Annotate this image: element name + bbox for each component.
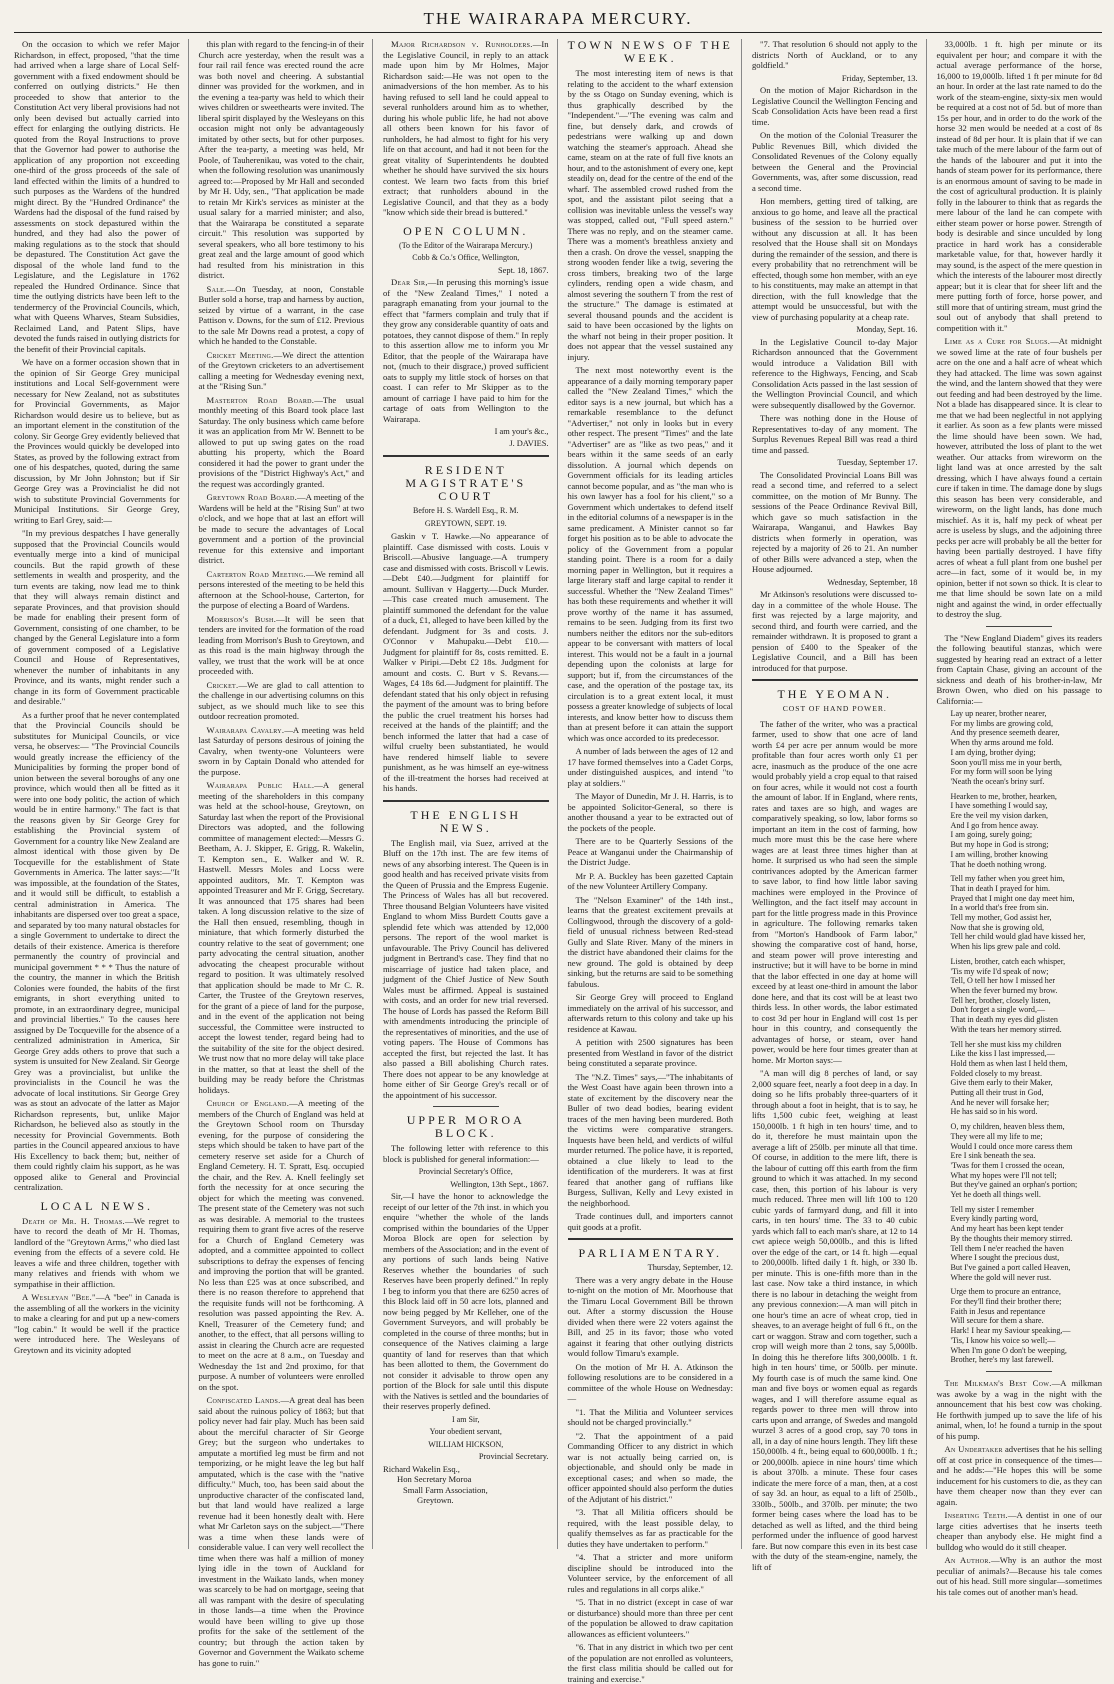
poem-stanza: Hearken to me, brother, hearken, I have something I would say, Ere the veil my vision darken, And I go from hence away. I am going, surely going; But my hope in God is strong; I am willing, brother knowing That he doeth nothing wrong. <box>950 791 1057 869</box>
section-heading-town-news: TOWN NEWS OF THE WEEK. <box>567 38 733 65</box>
section-heading-court: RESIDENT MAGISTRATE'S COURT <box>405 463 527 503</box>
moroa-addressee: Richard Wakelin Esq., <box>383 1463 460 1474</box>
news-item-text: —On Tuesday, at noon, Constable Butler sold a horse, trap and harness by auction, seized by virtue of a warrant, in the case Pattison v. Downs, for the sum of £12. Previous to the sale Mr Downs read a protest, a copy of which he handed to the Constable. <box>198 283 364 346</box>
masthead-rule <box>14 32 1102 33</box>
separator-rule <box>433 1106 499 1107</box>
news-item <box>199 395 365 490</box>
resolution: "3. That all Militia officers should be required, with the least possible delay, to qualify themselves as far as practicable for the duties they have undertaken to perform." <box>567 1507 733 1549</box>
news-item-head: Morrison's Bush. <box>206 613 277 624</box>
double-rule <box>383 455 549 457</box>
news-item <box>199 569 365 611</box>
news-item-head: Church of England. <box>206 1098 290 1108</box>
town-news-item: The next most noteworthy event is the appearance of a daily morning temporary paper called the "New Zealand Times," which the editor says is a new journal, but which has a remarkable resemblance to the defunct "Advertiser," not only in looks but in every other respect. The present "Times" and the late "Advertiser" are as "like as two peas," and it bears within it the same seeds of an early dissolution. A journal which depends on Government officials for its leading articles cannot become popular, and as "the man who is his own lawyer has a fool for his client," so a Government which undertakes to defend itself in the editorial columns of a newspaper is in the same predicament. A Minister cannot so far forget his position as to be able to advocate the policy of the Government from a popular standing point. There is a room for a daily morning paper in Wellington, but it requires a large literary staff and large capital to render it successful. Whether the "New Zealand Times" has both these requirements and whether it will prove worthy of the name it has assumed, remains to be seen. Judging from its first two numbers neither the editors nor the sub-editors appear to be conversant with matters of local interest. This would not be a fault in a journal depending upon the colonists at large for support; but if, from the circumstances of the case, and the operation of the postage tax, its circulation is to a great extent local, it must possess a greater knowledge of subjects of local interests, and know better how to discuss them than at present before it can attain the support which was once accorded to its predecessor. <box>567 365 733 743</box>
court-place-date: GREYTOWN, SEPT. 19. <box>424 518 507 528</box>
news-item-head: Wairarapa Cavalry. <box>206 724 285 735</box>
parliament-date: Wednesday, September, 18 <box>827 577 918 587</box>
news-item <box>199 350 365 392</box>
news-item-head: Greytown Road Board. <box>206 492 298 502</box>
news-item-head: Cricket Meeting. <box>206 349 274 360</box>
section-heading-local-news: LOCAL NEWS. <box>40 1198 154 1213</box>
town-news-item: Trade continues dull, and importers cannot quit goods at a profit. <box>567 1211 733 1232</box>
article-paragraph: As a further proof that he never contemplated that the Provincial Councils should be substitutes for Municipal Councils, or vice versa, he observes:— "The Provincial Councils would greatly increase the efficiency of the Municipalities by forming the proper bond of union between the several boroughs of any one province, which would then all be fitted as it were into one body politic, the action of which would be in entire harmony." The fact is that the reasons given by Sir George Grey for establishing the Provincial system of Government for a country like New Zealand are almost identical with those given by De Tocqueville for the establishment of State Governments in America. The latter says:—"It was impossible, at the foundation of the States, and it would still be difficult, to establish a central administration in America. The inhabitants are dispersed over too great a space, and separated by too many natural obstacles for a single Government to undertake to direct the details of their existence. America is therefore permanently the country of provincial and municipal government * * * Thus the nature of the country, the manner in which the British Colonies were founded, the habits of the first emigrants, in short everything united to promote, in an extraordinary degree, municipal and provincial liberties." To the causes here assigned by De Tocqueville for the absence of a centralized administration in America, Sir George Grey adds others to prove that such a system is unsuited for New Zealand. Sir George Grey was a provincialist, but unlike the provincialists in the Council he was the advocate of local institutions. Sir George Grey was as stout an advocate of the latter as Major Richardson represents, but, unlike Major Richardson, he believed also as stoutly in the necessity for Provincial Governments. Both parties in the Council appeared anxious to have His Excellency to back them; but, neither of them could rightly claim his support, as he was opposed alike to General and Provincial centralization. <box>14 709 180 1192</box>
town-news-item: A number of lads between the ages of 12 and 17 have formed themselves into a Cadet Corps, under distinguished auspices, and intend "to play at soldiers." <box>567 746 733 788</box>
parliament-date: Monday, Sept. 16. <box>856 325 918 334</box>
editor-note: (To the Editor of the Wairarapa Mercury.) <box>399 240 533 250</box>
news-item-text: —A milkman was awoke by a wag in the night with the announcement that his best cow was choking. He forthwith jumped up to save the life of his animal, when, lo! he found a turnip in the spout of his pump. <box>936 1378 1102 1441</box>
yeoman-quote: "A man will dig 8 perches of land, or say 2,000 square feet, nearly a foot deep in a day. In doing so he lifts probably three-quarters of it through about a foot in height, that is to say, he lifts 1,500 cubic feet, weighing at least 150,000lb. 1 ft high in ten hours' time, and to do it, therefore he must maintain upon the average a lift of 250lb. per minute all that time. Of course, in addition to the mere lift, there is the labour of cutting off this earth from the firm ground to which it was attached. In my second case, then, this portion of his labour is very much reduced. Three men will lift 100 to 120 cubic yards of farmyard dung, and fill it into carts, in ten hours' time. The 33 to 40 cubic yards which fall to each man's share, at 12 to 14 cwt apiece weigh 50,000lb., and this is lifted over the edge of the cart, or 14 ft. high —equal to 200,000lb. lifted daily 1 ft. high, or 330 lb. per minute. This is one-fifth more than in the last case. Now take a third instance, in which there is no labour in detaching the weight from any previous connexion:—A man will pitch in one hour's time an acre of wheat crop, tied in sheaves, to an average height of full 6 ft., on the cart or waggon. Straw and corn together, such a crop will weigh more than 2 tons, say 5,000lb. In doing this he therefore lifts 300,000lb. 1 ft. high in ten hours' time, or 500lb. per minute. My fourth case is of much the same kind. One man and five boys or women equal as regards wages, and I will therefore assume equal as regards power to three men will throw into carts upon and arrange, of Swedes and mangold wurzel 3 acres of a good crop, say 70 tons in all, in a day of nine hours length. They lift these 150,000lb. 4 ft., being equal to 600,000lb. 1 ft.; or 200,000lb. apiece in nine hours' time which is about 370lb. a minute. These four cases indicate the mere force of a man, then, at a cost of say 3d. an hour, as equal to a lift of 250lb., 330lb., 500lb., and 370lb. per minute; the two former being cases where the load has to be detached as well as lifted, and the third being performed under the influence of good harvest fare. But now compare this even in its best case with the duty of the steam-engine, namely, the lift of <box>752 1068 918 1572</box>
resolution: "6. That in any district in which two per cent of the population are not enrolled as volunteers, the first class militia should be called out for training and exercise." <box>567 1642 733 1684</box>
news-item-text: —A "bee" in Canada is the assembling of all the workers in the vicinity to make a clearing for and put up a new-comers "log cabin." It would be well if the practice were introduced here. The Wesleyans of Greytown and its vicinity adopted <box>14 1292 180 1355</box>
news-item-text: —We are glad to call attention to the challenge in our advertising columns on this subject, as we should much like to see this outdoor recreation promoted. <box>198 679 364 721</box>
moroa-signatory-title: Provincial Secretary. <box>478 1452 549 1461</box>
news-item-head: Inserting Teeth. <box>944 1510 1008 1520</box>
news-item-head: A Wesleyan "Bee." <box>22 1292 96 1302</box>
poem-stanza: Urge them to procure an entrance, For they'll find their brother there; Faith in Jesus and repentance Will secure for them a share. Hark! I hear my Saviour speaking,— 'Tis, I know his voice so well;— When I'm gone O don't be weeping, Brother, here's my last farewell. <box>950 1287 1071 1365</box>
moroa-addressee: Hon Secretary Moroa <box>397 1474 472 1484</box>
news-item-text: —A meeting of the members of the Church of England was held at the Greytown School room on Thursday evening, for the purpose of considering the steps which should be taken to have part of the cemetery reserve set aside for a Church of England Cemetery. H. T. Spratt, Esq. occupied the chair, and the Rev. A. Knell feelingly set forth the necessity for at once securing the object for which the meeting was convened. The present state of the Cemetery was not such as was desirable. A memorial to the trustees requiring them to grant five acres of the reserve for a Church of England Cemetery was adopted, and a committee appointed to collect subscriptions to defray the expenses of fencing and improving the portion that will be granted. No less than £25 was at once subscribed, and there is no reason therefore to apprehend that the requisite funds will not be forthcoming. A resolution was passed appointing the Rev. A. Knell, Treasurer of the Cemetery fund; and another, to the effect, that all persons willing to assist in clearing the Church acre are requested to meet on the acre at 8 a.m., on Tuesday and Wednesday the 1st and 2nd proximo, for that purpose. A number of volunteers were enrolled on the spot. <box>198 1098 364 1392</box>
town-news-item: A petition with 2500 signatures has been presented from Westland in favor of the district being constituted a separate province. <box>567 1037 733 1068</box>
article-paragraph: On the occasion to which we refer Major Richardson, in effect, proposed, "that the time had arrived when a large share of Local Self-government with a fixed endowment should be conferred on outlying districts." He then proceeded to show that anterior to the Constitution Act very liberal provisions had not only been devised but actually carried into effect for enlarging the outlying districts. He quoted from the Royal Instructions to prove that the Governor had power to authorise the application of any proportion not exceeding one-third of the gross proceeds of the sale of land effected within the limits of a hundred to such purposes as the Wardens of the hundred might direct. By the "Hundred Ordinance" the Wardens had the disposal of the fund raised by assessments on stock depastured within the hundred, and they had also the power of making regulations as to the stock that should be depastured. The Constitution Act gave the disposal of the whole land fund to the Legislature, and the Legislature in 1762 repealed the Hundred Ordinance. Since that time the outlying districts have been left to the tendermercy of the Provincial Councils, which, what with Queens Wharves, Steam Subsidies, Reclaimed Land, and Patent Slips, have devoted the funds raised in outlying districts for the benefit of their Provincial capitals. <box>14 39 180 354</box>
news-item-text: —A meeting was held last Saturday of persons desirous of joining the Cavalry, when twenty-one Volunteers were sworn in by Captain Donald who attended for the purpose. <box>198 724 364 777</box>
parliament-item: There was a very angry debate in the House to-night on the motion of Mr. Moorhouse that the Timaru Local Government Bill be thrown out. After a stormy discussion the House divided when there were 22 voters against the Bill, and 25 in its favor; those who voted against it fearing that other outlying districts would follow Timaru's example. <box>567 1274 733 1358</box>
parliament-item: On the motion of the Colonial Treasurer the Public Revenues Bill, which divided the Consolidated Revenues of the Colony equally between the General and the Provincial Governments, was, after some discussion, read a second time. <box>752 130 918 193</box>
news-item-text: —It will be seen that tenders are invited for the formation of the road leading from Morrison's Bush to Greytown, and as this road is the main highway through the valley, we trust that the work will be at once proceeded with. <box>198 613 364 676</box>
news-item <box>937 1555 1103 1597</box>
column-2 <box>198 39 374 1668</box>
resolution: "1. That the Militia and Volunteer services should not be charged provincially." <box>567 1406 733 1427</box>
column-3 <box>383 39 558 1549</box>
news-item-head: Lime as a Cure for Slugs. <box>944 336 1051 346</box>
news-item-head: Wairarapa Public Hall. <box>206 780 315 790</box>
moroa-date: Wellington, 13th Sept., 1867. <box>450 1179 549 1189</box>
resolution: "5. That in no district (except in case of war or disturbance) should more than three per cent of the population be allowed to draw capitation allowances as efficient volunteers." <box>567 1597 733 1639</box>
poem-stanza: Lay up nearer, brother nearer, For my limbs are growing cold, And thy presence seemeth dearer, When thy arms around me fold. I am dying, brother dying; Soon you'll miss me in your berth, For my form will soon be lying 'Neath the ocean's briny surf. <box>950 709 1062 786</box>
news-item <box>937 1510 1103 1552</box>
parliament-date: Thursday, September, 12. <box>647 1263 733 1272</box>
news-item-text: —A meeting of the Wardens will be held at the "Rising Sun" at two o'clock, and we hope that at last an effort will be made to secure the advantages of Local government and a portion of the provincial revenue for this extensive and important district. <box>198 492 364 565</box>
yeoman-text: The father of the writer, who was a practical farmer, used to show that one acre of land worth £4 per acre per annum would be more profitable than four acres worth only £1 per acre, inasmuch as the produce of the one acre would probably yield a crop equal to that raised on four acres, while it would not cost a fourth the amount of labor. If in England, where rents, rates and taxes are so high, and wages are comparatively speaking, so low, labor forms so important an item in the cost of farming, how much more must this be the case here where wages are at least three times higher than at home. It surprised us who had seen the simple contrivances adopted by the American farmer to save labor, to find how little labor saving machines were employed in the Province of Wellington, and the fact itself may account in part for the little progress made in this Province in agriculture. The following remarks taken from "Morton's Handbook of Farm labor," showing the comparative cost of hand, horse, and steam power will prove interesting and instructive; but it will have to be borne in mind that the labor effected in one day at home will exceed by at least one-third in amount the labor done here, and that its cost will be at least two thirds less. In other words, the labor estimated to cost 3d per hour in England will cost 1s per hour in this country, and consequently the advantages of horse, or steam, over hand power, would be here four times greater than at home. Mr Morton says:— <box>752 718 918 1065</box>
moroa-close-2: Your obedient servant, <box>429 1427 502 1436</box>
parliament-item: Hon members, getting tired of talking, are anxious to go home, and leave all the practical business of the session to be hurried over without any discussion at all. It has been resolved that the House shall sit on Mondays during the remainder of the session, and there is every probability that no retrenchment will be effected, though some hon member, with an eye to his constituents, may make an attempt in that direction, with the full knowledge that the attempt would be unsuccessful, but with the view of purchasing popularity at a cheap rate. <box>752 196 918 322</box>
masthead: THE WAIRARAPA MERCURY. <box>423 9 693 28</box>
double-rule <box>568 1238 734 1240</box>
news-item-text: —A general meeting of the shareholders in this company was held at the school-house, Greytown, on Saturday last when the report of the Provisional Directors was adopted, and the following committee of management elected:—Messrs G. Beetham, A. J. Skipper, E. Grigg, R. Wakelin, T. Kempton sen., E. Walker and W. R. Hastwell. Messrs Moles and Locss were appointed auditors, Mr. T. Kempton was appointed Treasurer and Mr F. Grigg, Secretary. It was announced that 175 shares had been taken. A long discussion relative to the size of the Hall then ensued, resembling, though in miniature, that which formerly disturbed the country relative to the seat of government; one party advocating the central situation, another advocating the cheapest procurable without regard to position. It was ultimately resolved that application should be made to Mr C. R. Carter, the Trustee of the Greytown reserves, for the grant of a piece of land for the purpose, and in the event of the application not being successful, the Committee were instructed to accept the lowest tender, regard being had to the suitability of the site for the object desired. We trust now that no more delay will take place in the matter, so that at least the shell of the building may be ready before the Christmas holidays. <box>198 780 364 1095</box>
news-item-text: —Why is an author the most peculiar of animals?—Because his tale comes out of his head. Still more singular—sometimes his tale comes out of another man's head. <box>936 1555 1102 1597</box>
double-rule <box>383 800 549 802</box>
parliament-item: In the Legislative Council to-day Major Richardson announced that the Government would introduce a Validation Bill with reference to the Highways, Fencing, and Scab Consolidation Acts passed in the last session of the Wellington Provincial Council, and which were subsequently disallowed by the Governor. <box>752 336 918 410</box>
news-item-head: Major Richardson v. Runholders. <box>391 39 533 49</box>
moroa-office: Provincial Secretary's Office, <box>418 1167 513 1176</box>
section-heading-yeoman: THE YEOMAN. <box>777 687 893 701</box>
news-item-head: An Author. <box>944 1555 992 1565</box>
letter-salutation: Dear Sir, <box>391 277 428 287</box>
poem-stanza: Tell her she must kiss my children Like the kiss I last impressed,— Hold them as when last I held them, Folded closely to my breast. Give them early to their Maker, Putting all their trust in God, And he never will forsake her; He has said so in his word. <box>950 1039 1068 1117</box>
double-rule <box>752 679 918 681</box>
parliament-item: On the motion of Mr H. A. Atkinson the following resolutions are to be considered in a committee of the whole House on Wednesday:— <box>567 1361 733 1403</box>
news-item <box>199 725 365 778</box>
town-news-item: Sir George Grey will proceed to England immediately on the arrival of his successor, and afterwards return to this colony and take up his residence at Kawau. <box>567 992 733 1034</box>
moroa-letter: Sir,—I have the honor to acknowledge the receipt of our letter of the 7th inst. in which you enquire "whether the whole of the lands comprised within the boundaries of the Upper Moroa Block are open for selection by members of the Association; and in the event of any portions of such lands being Native Reserves whether the boundaries of such Reserves have been properly defined." In reply I beg to inform you that there are 6250 acres of this Block laid off in 50 acre lots, planned and now being pegged by Mr Kelleher, one of the Government Surveyors, and will probably be completed in the course of three months; but in consequence of the Natives claiming a large quantity of land for reserves than that which has been allotted to them, the Government do not consider it advisable to throw open any portion of the Block for sale until this dispute with the Natives is settled and the boundaries of their reserves properly defined. <box>383 1191 549 1411</box>
news-item-text: —We direct the attention of the Greytown cricketers to an advertisement calling a meeting for Wednesday evening next, at the "Rising Sun." <box>198 349 364 391</box>
letter-close: I am your's &c., <box>494 427 549 436</box>
letter-place: Cobb & Co.'s Office, Wellington, <box>412 253 520 262</box>
parliament-item: The Consolidated Provincial Loans Bill was read a second time, and referred to a select committee, on the motion of Mr Bunny. The sessions of the Peace Ordinance Revival Bill, which gave so much satisfaction in the Wairarapa, Wanganui, and Hawkes Bay districts when formerly in operation, was rejected by a majority of 26 to 21. An number of other Bills were advanced a step, when the House adjourned. <box>752 469 918 574</box>
moroa-close: I am Sir, <box>452 1414 480 1424</box>
town-news-item: The Mayor of Dunedin, Mr J. H. Harris, is to be appointed Solicitor-General, so there is another thousand a year to be extracted out of the pockets of the people. <box>567 791 733 833</box>
poem-stanza: O, my children, heaven bless them, They were all my life to me; Would I could once more caress them Ere I sink beneath the sea. 'Twas for them I crossed the ocean, What my hopes were I'll not tell; But they've gained an orphan's portion; Yet he doeth all things well. <box>950 1122 1078 1200</box>
news-item-head: Sale. <box>206 283 227 294</box>
news-item <box>199 680 365 722</box>
moroa-addressee: Greytown. <box>417 1495 454 1505</box>
news-item <box>199 284 365 347</box>
separator-rule <box>986 1371 1052 1372</box>
parliament-date: Friday, September, 13. <box>841 73 918 83</box>
news-item-text: —A great deal has been said about the ruinous policy of 1863; but that policy never had fair play. Much has been said about the merciful character of Sir George Grey; but the surgeon who undertakes to amputate a mortified leg must be firm and not temporizing, or he might leave the leg but half amputated, which is the case with the "native difficulty." Much, too, has been said about the unproductive character of the confiscated land, but that land would have realized a large revenue had it been honestly dealt with. Here what Mr Carleton says on the subject.—"There was a time when these lands were of considerable value. I can very well recollect the time when there was half a million of money lying idle in the town of Auckland for investment in the Waikato lands, when money was scarcely to be had on mortgage, seeing that all was rampant with the desire of speculating in those lands—a time when the Province would have been willing to give up those profits for the sake of the settlement of the country; but through the action taken by Governor and Government the Waikato scheme has gone to ruin." <box>198 1395 364 1668</box>
news-item <box>937 1378 1103 1441</box>
moroa-addressee: Small Farm Association, <box>403 1484 488 1495</box>
news-item-head: Confiscated Lands. <box>206 1395 281 1405</box>
letter-signature: J. DAVIES. <box>509 438 549 448</box>
column-5 <box>752 39 927 1572</box>
news-item-head: Masterton Road Board. <box>206 394 315 405</box>
news-item-text: this plan with regard to the fencing-in of their Church acre yesterday, when the result was a four rail rail fence was erected round the acre was both novel and cheering. A substantial dinner was provided for the workmen, and in the evening a tea-party was held to which their wives children or sweethearts were invited. The liberal spirit displayed by the Wesleyans on this occasion might not only be advantageously imitated by other sects, but for other purposes. After the tea-party, a meeting was held, Mr Poole, of Tauherenikau, was voted to the chair, when the following resolution was unanimously agreed to:—Proposed by Mr Hall and seconded by Mr H. Udy, sen., "That application be made to retain Mr Kirk's services as minister at the usual salary for a married minister; and also, that the Wairarapa be constituted a separate circuit." This resolution was supported by several speakers, who all bore testimony to his great zeal and the large amount of good which had resulted from his ministration in this district. <box>198 39 364 280</box>
column-1 <box>14 39 189 1549</box>
separator-rule <box>986 626 1052 627</box>
news-item-head: The Milkman's Best Cow. <box>944 1378 1052 1388</box>
news-item <box>14 1292 180 1355</box>
poem-stanza: Tell my sister I remember Every kindly parting word, And my heart has been kept tender By the thoughts their memory stirred. Tell them I ne'er reached the haven Where I sought the precious dust, But I've gained a port called Heaven, Where the gold will never rust. <box>950 1204 1073 1282</box>
news-item-text: —We regret to have to record the death of Mr H. Thomas, landlord of the "Greytown Arms," who died last evening from the effects of a severe cold. He leaves a wife and three children, together with many relatives and friends with whom we sympathise in their affliction. <box>14 1215 180 1289</box>
parliament-item: There was nothing done in the House of Representatives to-day of any moment. The Surplus Revenues Repeal Bill was read a third time and passed. <box>752 413 918 455</box>
column-4 <box>567 38 743 1684</box>
town-news-item: The "N.Z. Times" says,—"The inhabitants of the West Coast have again been thrown into a state of excitement by the discovery near the Buller of two dead bodies, bearing evident traces of the men having been murdered. Both the victims were comparative strangers. Inquests have been held, and verdicts of wilful murder returned. The police have, it is reported, obtained a clue likely to lead to the identification of the murderers. It was at first feared that another gang of ruffians like Burgess, Sullivan, Kelly and Levy existed in the neighborhood. <box>567 1071 733 1208</box>
column-6 <box>936 39 1103 1597</box>
town-news-item: The most interesting item of news is that relating to the accident to the wharf extension by the ss Otago on Sunday evening, which is thus graphically described by the "Independent."—"The evening was calm and fine, but densely dark, and crowds of pedestrians were walking up and down watching the steamer's approach. Ahead she came, steam on at the rate of full five knots an hour, and to the astonishment of every one, kept steadily on, dead for the centre of the end of the wharf. The assembled crowd rushed from the spot, and the assistant pilot seeing that a collision was inevitable unless the vessel's way was stopped, called out, "Full speed astern." There was no reply, and on the steamer came. There was a moment's breathless anxiety and then a crash. On drove the vessel, snapping the strong wooden fender like a twig, severing the cross timbers, breaking two of the large cylinders, rending open a wide chasm, and almost severing the southern T from the rest of the structure." The damage is estimated at several thousand pounds and the accident is said to have been occasioned by the lights on the wharf not being in their proper position. It does not appear that the vessel sustained any injury. <box>567 68 733 362</box>
news-item-text: —In the Legislative Council, in reply to an attack made upon him by Mr Holmes, Major Richardson said:—He was not open to the animadversions of the hon member. As to his having refused to sell land he could appeal to several runholders around him as to whether, during his whole public life, he had not above all others been known for his favor of runholders, he had almost to fight for his very life on that account, and had it not been for the great vitality of Superintendents he doubted whether he should have survived the six hours contest. We learn two facts from this brief extract; that runholders abound in the Legislative Council, and that they as a body "know which side their bread is buttered." <box>383 39 549 217</box>
parliament-item: Mr Atkinson's resolutions were discussed to-day in a committee of the whole House. The first was rejected by a large majority, and second third, and fourth were carried, and the remainder withdrawn. It is proposed to grant a pension of £400 to the Speaker of the Legislative Council, and a Bill has been introduced for that purpose. <box>752 589 918 673</box>
town-news-item: Mr P. A. Buckley has been gazetted Captain of the new Volunteer Artillery Company. <box>567 870 733 891</box>
letter-text: —In perusing this morning's issue of the "New Zealand Times," I noted a paragraph emanating from your journal to the effect that "farmers complain and truly that if they grow any considerable quantity of oats and potatoes, they cannot dispose of them." In reply to this assertion allow me to inform you Mr Editor, that the people of the Wairarapa have not, (much to their disgrace,) proved sufficient oats to supply my little stock of horses on that coast. I can refer to Mr Skipper as to the amount of carriage I have paid to him for the cartage of oats from Wellington to the Wairarapa. <box>383 277 549 424</box>
news-item-text: —We remind all persons interested of the meeting to be held this afternoon at the School-house, Carterton, for the purpose of electing a Board of Wardens. <box>198 568 364 610</box>
news-item-head: Cricket. <box>206 679 239 690</box>
section-heading-english-news: THE ENGLISH NEWS. <box>410 807 522 835</box>
resolution: "2. That the appointment of a paid Commanding Officer to any district in which war is not actually being carried on, is objectionable, and should only be made in exceptional cases; and when so made, the officer appointed should also perform the duties of the Adjutant of his district." <box>567 1430 733 1504</box>
moroa-intro: The following letter with reference to this block is published for general information:— <box>383 1143 549 1164</box>
news-item <box>199 614 365 677</box>
parliament-item: On the motion of Major Richardson in the Legislative Council the Wellington Fencing and Scab Consolidation Acts have been read a first time. <box>752 85 918 127</box>
town-news-item: The "Nelson Examiner" of the 14th inst., learns that the greatest excitement prevails at Collingwood, through the discovery of a gold-field of unusual richness between Red-stead Gully and Slate River. Many of the miners in the district have abandoned their claims for the new ground. The gold is obtained by deep sinking, but the returns are said to be something fabulous. <box>567 894 733 989</box>
yeoman-quote-continued: 33,000lb. 1 ft. high per minute or its equivalent per hour; and compare it with the actual average performance of the horse, 16,000 to 19,000lb. lifted 1 ft per minute for 8d an hour. In order at the last rate named to do the work of the steam-engine, sixty-six men would be required at a cost not of 5d. but of more than 15s per hour, and in order to do the work of the horse 32 men would be needed at a cost of 8s instead of 8d per hour. It is plain that if we can take much of the mere labour of the farm out of the hands of the labourer and put it into the hands of steam power for its performance, there is an enormous amount of saving to be made in the cost of agricultural production. It is plainly folly in the labourer to think that as regards the mere labour of the land he can compete with either steam power or horse power. Strength of body is desirable and since unculded by long practice in hard work has a considerable marketable value, for that, however hardly it may sound, is the aspect of the mere question in which the interests of the labourer most directly appear; but it is clear that for sheer lift and the mere putting forth of force, horse power, and still more that of untiring stream, must grind the soul out of anybody that shall pretend to competition with it." <box>936 39 1102 333</box>
news-item <box>14 1216 180 1290</box>
town-news-item: There are to be Quarterly Sessions of the Peace at Wanganui under the Chairmanship of the District Judge. <box>567 836 733 867</box>
news-item <box>937 1444 1103 1507</box>
news-item <box>383 39 549 218</box>
letter-date: Sept. 18, 1867. <box>498 265 549 275</box>
resolution: "4. That a stricter and more uniform discipline should be introduced into the Volunteer service, by the enforcement of all rules and regulations in all corps alike." <box>567 1552 733 1594</box>
poem-stanza: Tell my father when you greet him, That in death I prayed for him. Prayed that I might one day meet him, In a world that's free from sin. Tell my mother, God assist her, Now that she is growing old, Tell her child would glad have kissed her, When his lips grew pale and cold. <box>950 874 1086 952</box>
news-item <box>937 336 1103 620</box>
section-heading-upper-moroa: UPPER MOROA BLOCK. <box>406 1113 525 1140</box>
court-magistrate: Before H. S. Wardell Esq., R. M. <box>413 506 519 515</box>
news-item <box>199 1098 365 1392</box>
news-item-head: An Undertaker <box>944 1444 1003 1454</box>
court-cases: Gaskin v T. Hawke.—No appearance of plaintiff. Case dismissed with costs. Louis v Briscoll.—Abusive language.—A trumpery case and dismissed with costs. Briscoll v Lewis.—Debt £40.—Judgment for plaintiff for amount. Sullivan v Haggerty.—Duck Murder.—This case created much amusement. The plaintiff summoned the defendant for the value of a duck, £1, alleged to have been killed by the defendant. Judgment for 3s and costs. J. O'Connor v Mahupaku.—Debt £10.—Judgment for plaintiff for 8s, costs remitted. E. Walker v Piripi.—Debt £2 18s. Judgment for amount and costs. C. Burt v S. Revans.—Wages, £4 18s 6d.—Judgment for plaintiff. The defendant stated that his only object in refusing the payment of the amount was to bring before the public the cruel treatment his horses had received at the hands of the plaintiff; and the bench informed the latter that had a case of wilful cruelty been substantiated, he would have rendered himself liable to severe punishment, as he was himself an eye-witness of the ill-treatment the horses had received at his hands. <box>383 531 549 793</box>
parliament-date: Tuesday, September 17. <box>837 458 918 467</box>
quoted-despatch: "In my previous despatches I have generally supposed that the Provincial Councils would eventually merge into a kind of municipal councils. But the rapid growth of these settlements in wealth and prosperity, and the turn events are taking, now lead me to think that they will always remain distinct and separate Provinces, and that provision should be made for enabling their present form of Government, consisting of one chamber, to be changed by the General Legislature into a form of government composed of a Legislative Council and House of Representatives, whenever the number of inhabitants in any Province, and its wants, might render such a change in its form of Government practicable and desirable." <box>14 528 180 706</box>
columns <box>14 38 1102 1684</box>
article-paragraph: We have on a former occasion shown that in the opinion of Sir George Grey municipal institutions and Local Self-government were necessary for New Zealand, not as substitutes for Provincial Governments, as Major Richardson would desire us to believe, but as an important element in the constitution of the colony. Sir George Grey evidently believed that the Provinces would quickly be developed into States, as proved by the following extract from one of his despatches, quoted, during the same discussion, by Mr John Johnston; but if Sir George Grey was a Provincialist he did not wish to substitute Provincial Governments for Municipal Institutions. Sir George Grey, writing to Earl Grey, said:— <box>14 357 180 525</box>
letter-body <box>383 277 549 424</box>
english-news-text: The English mail, via Suez, arrived at the Bluff on the 17th inst. The are few items of news of any absorbing interest. The Queen is in good health and has received private visits from the Queen of Prussia and the Empress Eugenie. The Princess of Wales has all but recovered. Three thousand Belgian Volunteers have visited England to whom Miss Burdett Coutts gave a splendid fete which was attended by 12,000 persons. The report of the wool market is unfavourable. The Privy Council has delivered judgment in Bertrand's case. They find that no miscarriage of justice had taken place, and judgment of the Chief Justice of New South Wales must be affirmed. Appeal is sustained with costs, and an order for new trial reversed. The house of Lords has passed the Reform Bill with amendments introducing the principle of the representatives of minorities, and the use of voting papers. The House of Commons has accepted the first, but rejected the last. It has also passed a Bill abolishing Church rates. There does not appear to be any knowledge at home either of Sir George Grey's recall or of the appointment of his successor. <box>383 837 549 1100</box>
news-item-text: —A dentist in one of our large cities advertises that he inserts teeth cheaper than anybody else. He might find a bulldog who would do it still cheaper. <box>936 1510 1102 1552</box>
poem-stanza: Listen, brother, catch each whisper, 'Tis my wife I'd speak of now; Tell, O tell her how I missed her When the fever burned my brow. Tell her, brother, closely listen, Don't forget a single word,— That in death my eyes did glisten With the tears her memory stirred. <box>950 956 1066 1034</box>
news-item-head: Carterton Road Meeting. <box>206 568 306 579</box>
news-item <box>199 1395 365 1668</box>
news-item-text: —At midnight we sowed lime at the rate of four bushels per acre on the one and a half acre of wheat which they had attacked. The lime was sown against the wind, and the lantern showed that they were out feeding and had been destroyed by the lime. Not a blade has disappeared since. It is clear to me that we had been neglectful in not applying it earlier. As soon as a few plants were missed the lime should have been sown. We had, however, attributed the loss of plant to the wet weather. Our attacks from wireworm on the light land was at once arrested by the salt dressing, which I have always found a certain cure if taken in time. The damage done by slugs this season has been very considerable, and wireworm, on the light lands, has done much mischief. As it is, half my peck of wheat per acre is useless by slugs, and the adjoining three pecks per acre will probably be all the better for having been partially destroyed. I have fifty acres of wheat a full plant from one bushel per acre—in fact, some of it would be, in my opinion, better if not sown so thick. It is clear to me that lime should be sown late on a mild night and against the wind, in order effectually to destroy the slug. <box>936 336 1102 619</box>
resolution: "7. That resolution 6 should not apply to the districts North of Auckland, or to any goldfield." <box>752 39 918 70</box>
news-item <box>199 780 365 1095</box>
moroa-signature: WILLIAM HICKSON, <box>428 1439 504 1449</box>
news-item-text: advertises that he his selling off at cost price in consequence of the times—and he adds:—"He hopes this will be some inducement for his customers to die, as they can have them cheaper now than they ever can again. <box>936 1444 1102 1507</box>
section-heading-parliamentary: PARLIAMENTARY. <box>578 1246 722 1260</box>
section-heading-open-column: OPEN COLUMN. <box>403 223 529 238</box>
poem-intro: The "New England Diadem" gives its readers the following beautiful stanzas, which were suggested by hearing read an extract of a letter from Captain Chase, giving an account of the sickness and death of his brother-in-law, Mr Brown Owen, who died on his passage to California:— <box>936 632 1102 706</box>
news-item-head: Death of Mr. H. Thomas. <box>22 1215 126 1226</box>
news-item-text: —The usual monthly meeting of this Board took place last Saturday. The only business which came before it was an application from Mr W. Bennett to be allowed to put up swing gates on the road abutting his property, which the Board considered it had the power to grant under the provisions of the "District Highway's Act," and the request was accordingly granted. <box>198 394 365 489</box>
news-item <box>199 492 365 566</box>
yeoman-subheading: COST OF HAND POWER. <box>782 704 887 713</box>
